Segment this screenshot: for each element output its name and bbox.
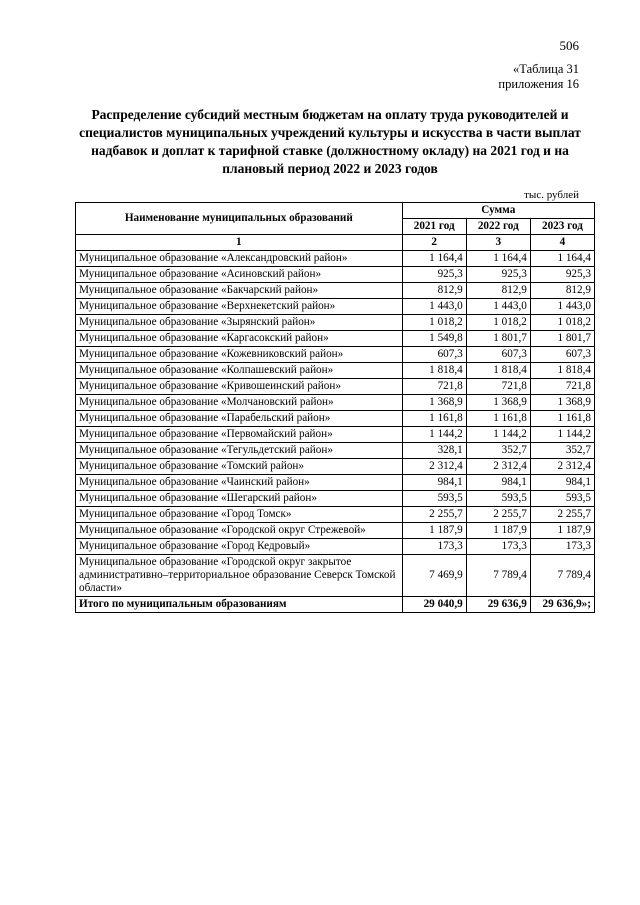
value-2022-cell: 1 161,8	[466, 411, 530, 427]
municipality-name-cell: Муниципальное образование «Чаинский район»	[76, 475, 403, 491]
value-2021-cell: 1 818,4	[402, 363, 466, 379]
value-2023-cell: 1 818,4	[530, 363, 594, 379]
table-row	[76, 379, 595, 395]
value-2023-cell: 1 443,0	[530, 299, 594, 315]
value-2023-cell: 984,1	[530, 475, 594, 491]
value-2023-cell: 1 161,8	[530, 411, 594, 427]
value-2021-cell: 1 144,2	[402, 427, 466, 443]
value-2021-cell: 721,8	[402, 379, 466, 395]
sum-column-header: Сумма	[402, 203, 594, 219]
value-2022-cell: 2 255,7	[466, 507, 530, 523]
value-2021-cell: 925,3	[402, 267, 466, 283]
total-2021: 29 040,9	[402, 597, 466, 613]
value-2022-cell: 7 789,4	[466, 555, 530, 597]
value-2022-cell: 593,5	[466, 491, 530, 507]
value-2022-cell: 1 443,0	[466, 299, 530, 315]
value-2023-cell: 1 164,4	[530, 251, 594, 267]
value-2023-cell: 1 144,2	[530, 427, 594, 443]
table-reference-line1: «Таблица 31	[513, 62, 579, 76]
value-2021-cell: 1 549,8	[402, 331, 466, 347]
municipality-name-cell: Муниципальное образование «Томский район»	[76, 459, 403, 475]
value-2023-cell: 7 789,4	[530, 555, 594, 597]
municipality-name-cell: Муниципальное образование «Городской округ закрытое административно–территориальное образование Северск Томской области»	[76, 555, 403, 597]
table-row	[76, 523, 595, 539]
value-2023-cell: 1 801,7	[530, 331, 594, 347]
value-2023-cell: 2 312,4	[530, 459, 594, 475]
value-2021-cell: 1 368,9	[402, 395, 466, 411]
page-number: 506	[559, 38, 579, 53]
index-cell: 2	[402, 235, 466, 251]
year-header-2021: 2021 год	[402, 219, 466, 235]
value-2021-cell: 607,3	[402, 347, 466, 363]
value-2022-cell: 721,8	[466, 379, 530, 395]
value-2023-cell: 721,8	[530, 379, 594, 395]
table-row	[76, 299, 595, 315]
total-row	[76, 597, 595, 613]
value-2021-cell: 173,3	[402, 539, 466, 555]
municipality-name-cell: Муниципальное образование «Асиновский район»	[76, 267, 403, 283]
units-label: тыс. рублей	[524, 189, 579, 201]
table-reference	[498, 62, 579, 92]
value-2023-cell: 173,3	[530, 539, 594, 555]
value-2021-cell: 328,1	[402, 443, 466, 459]
value-2021-cell: 2 255,7	[402, 507, 466, 523]
table-row	[76, 315, 595, 331]
value-2021-cell: 2 312,4	[402, 459, 466, 475]
value-2021-cell: 7 469,9	[402, 555, 466, 597]
value-2021-cell: 984,1	[402, 475, 466, 491]
value-2022-cell: 812,9	[466, 283, 530, 299]
table-row	[76, 507, 595, 523]
table-row	[76, 251, 595, 267]
value-2022-cell: 925,3	[466, 267, 530, 283]
total-label: Итого по муниципальным образованиям	[76, 597, 403, 613]
value-2021-cell: 1 018,2	[402, 315, 466, 331]
value-2021-cell: 1 161,8	[402, 411, 466, 427]
table-row	[76, 475, 595, 491]
municipality-name-cell: Муниципальное образование «Первомайский район»	[76, 427, 403, 443]
value-2022-cell: 1 187,9	[466, 523, 530, 539]
municipality-name-cell: Муниципальное образование «Молчановский район»	[76, 395, 403, 411]
table-body	[76, 251, 595, 597]
municipality-name-cell: Муниципальное образование «Кривошеинский район»	[76, 379, 403, 395]
table-row	[76, 555, 595, 597]
value-2022-cell: 1 368,9	[466, 395, 530, 411]
document-title: Распределение субсидий местным бюджетам на оплату труда руководителей и специалистов муниципальных учреждений культуры и искусства в части выплат надбавок и доплат к тарифной ставке (должностному окладу) на 2021 год и на плановый период 2022 и 2023 годов	[79, 107, 581, 176]
municipality-name-cell: Муниципальное образование «Шегарский район»	[76, 491, 403, 507]
value-2021-cell: 1 164,4	[402, 251, 466, 267]
value-2021-cell: 1 187,9	[402, 523, 466, 539]
municipality-name-cell: Муниципальное образование «Верхнекетский район»	[76, 299, 403, 315]
value-2022-cell: 1 018,2	[466, 315, 530, 331]
name-column-header: Наименование муниципальных образований	[76, 203, 403, 235]
municipality-name-cell: Муниципальное образование «Кожевниковский район»	[76, 347, 403, 363]
year-header-2022: 2022 год	[466, 219, 530, 235]
municipality-name-cell: Муниципальное образование «Бакчарский район»	[76, 283, 403, 299]
index-cell: 3	[466, 235, 530, 251]
table-header-row	[76, 203, 595, 219]
index-cell: 4	[530, 235, 594, 251]
value-2023-cell: 352,7	[530, 443, 594, 459]
index-row	[76, 235, 595, 251]
table-row	[76, 443, 595, 459]
municipality-name-cell: Муниципальное образование «Город Томск»	[76, 507, 403, 523]
table-row	[76, 539, 595, 555]
value-2022-cell: 2 312,4	[466, 459, 530, 475]
value-2023-cell: 1 187,9	[530, 523, 594, 539]
value-2022-cell: 1 801,7	[466, 331, 530, 347]
table-row	[76, 411, 595, 427]
value-2023-cell: 812,9	[530, 283, 594, 299]
total-2022: 29 636,9	[466, 597, 530, 613]
total-2023: 29 636,9»;	[530, 597, 594, 613]
municipality-name-cell: Муниципальное образование «Тегульдетский район»	[76, 443, 403, 459]
table-row	[76, 427, 595, 443]
value-2023-cell: 925,3	[530, 267, 594, 283]
table-row	[76, 363, 595, 379]
value-2022-cell: 607,3	[466, 347, 530, 363]
table-row	[76, 395, 595, 411]
municipality-name-cell: Муниципальное образование «Колпашевский район»	[76, 363, 403, 379]
value-2021-cell: 593,5	[402, 491, 466, 507]
value-2022-cell: 173,3	[466, 539, 530, 555]
table-row	[76, 283, 595, 299]
table-row	[76, 331, 595, 347]
value-2022-cell: 1 818,4	[466, 363, 530, 379]
value-2023-cell: 1 368,9	[530, 395, 594, 411]
year-header-2023: 2023 год	[530, 219, 594, 235]
index-cell: 1	[76, 235, 403, 251]
value-2023-cell: 607,3	[530, 347, 594, 363]
value-2023-cell: 593,5	[530, 491, 594, 507]
municipality-name-cell: Муниципальное образование «Каргасокский район»	[76, 331, 403, 347]
table-reference-line2: приложения 16	[498, 77, 579, 91]
value-2022-cell: 1 164,4	[466, 251, 530, 267]
subsidy-table	[75, 202, 595, 613]
municipality-name-cell: Муниципальное образование «Александровский район»	[76, 251, 403, 267]
municipality-name-cell: Муниципальное образование «Город Кедровый»	[76, 539, 403, 555]
value-2022-cell: 984,1	[466, 475, 530, 491]
value-2023-cell: 2 255,7	[530, 507, 594, 523]
municipality-name-cell: Муниципальное образование «Зырянский район»	[76, 315, 403, 331]
table-row	[76, 347, 595, 363]
table-row	[76, 267, 595, 283]
value-2023-cell: 1 018,2	[530, 315, 594, 331]
value-2021-cell: 812,9	[402, 283, 466, 299]
municipality-name-cell: Муниципальное образование «Городской округ Стрежевой»	[76, 523, 403, 539]
value-2022-cell: 352,7	[466, 443, 530, 459]
value-2022-cell: 1 144,2	[466, 427, 530, 443]
municipality-name-cell: Муниципальное образование «Парабельский район»	[76, 411, 403, 427]
value-2021-cell: 1 443,0	[402, 299, 466, 315]
table-row	[76, 491, 595, 507]
table-row	[76, 459, 595, 475]
